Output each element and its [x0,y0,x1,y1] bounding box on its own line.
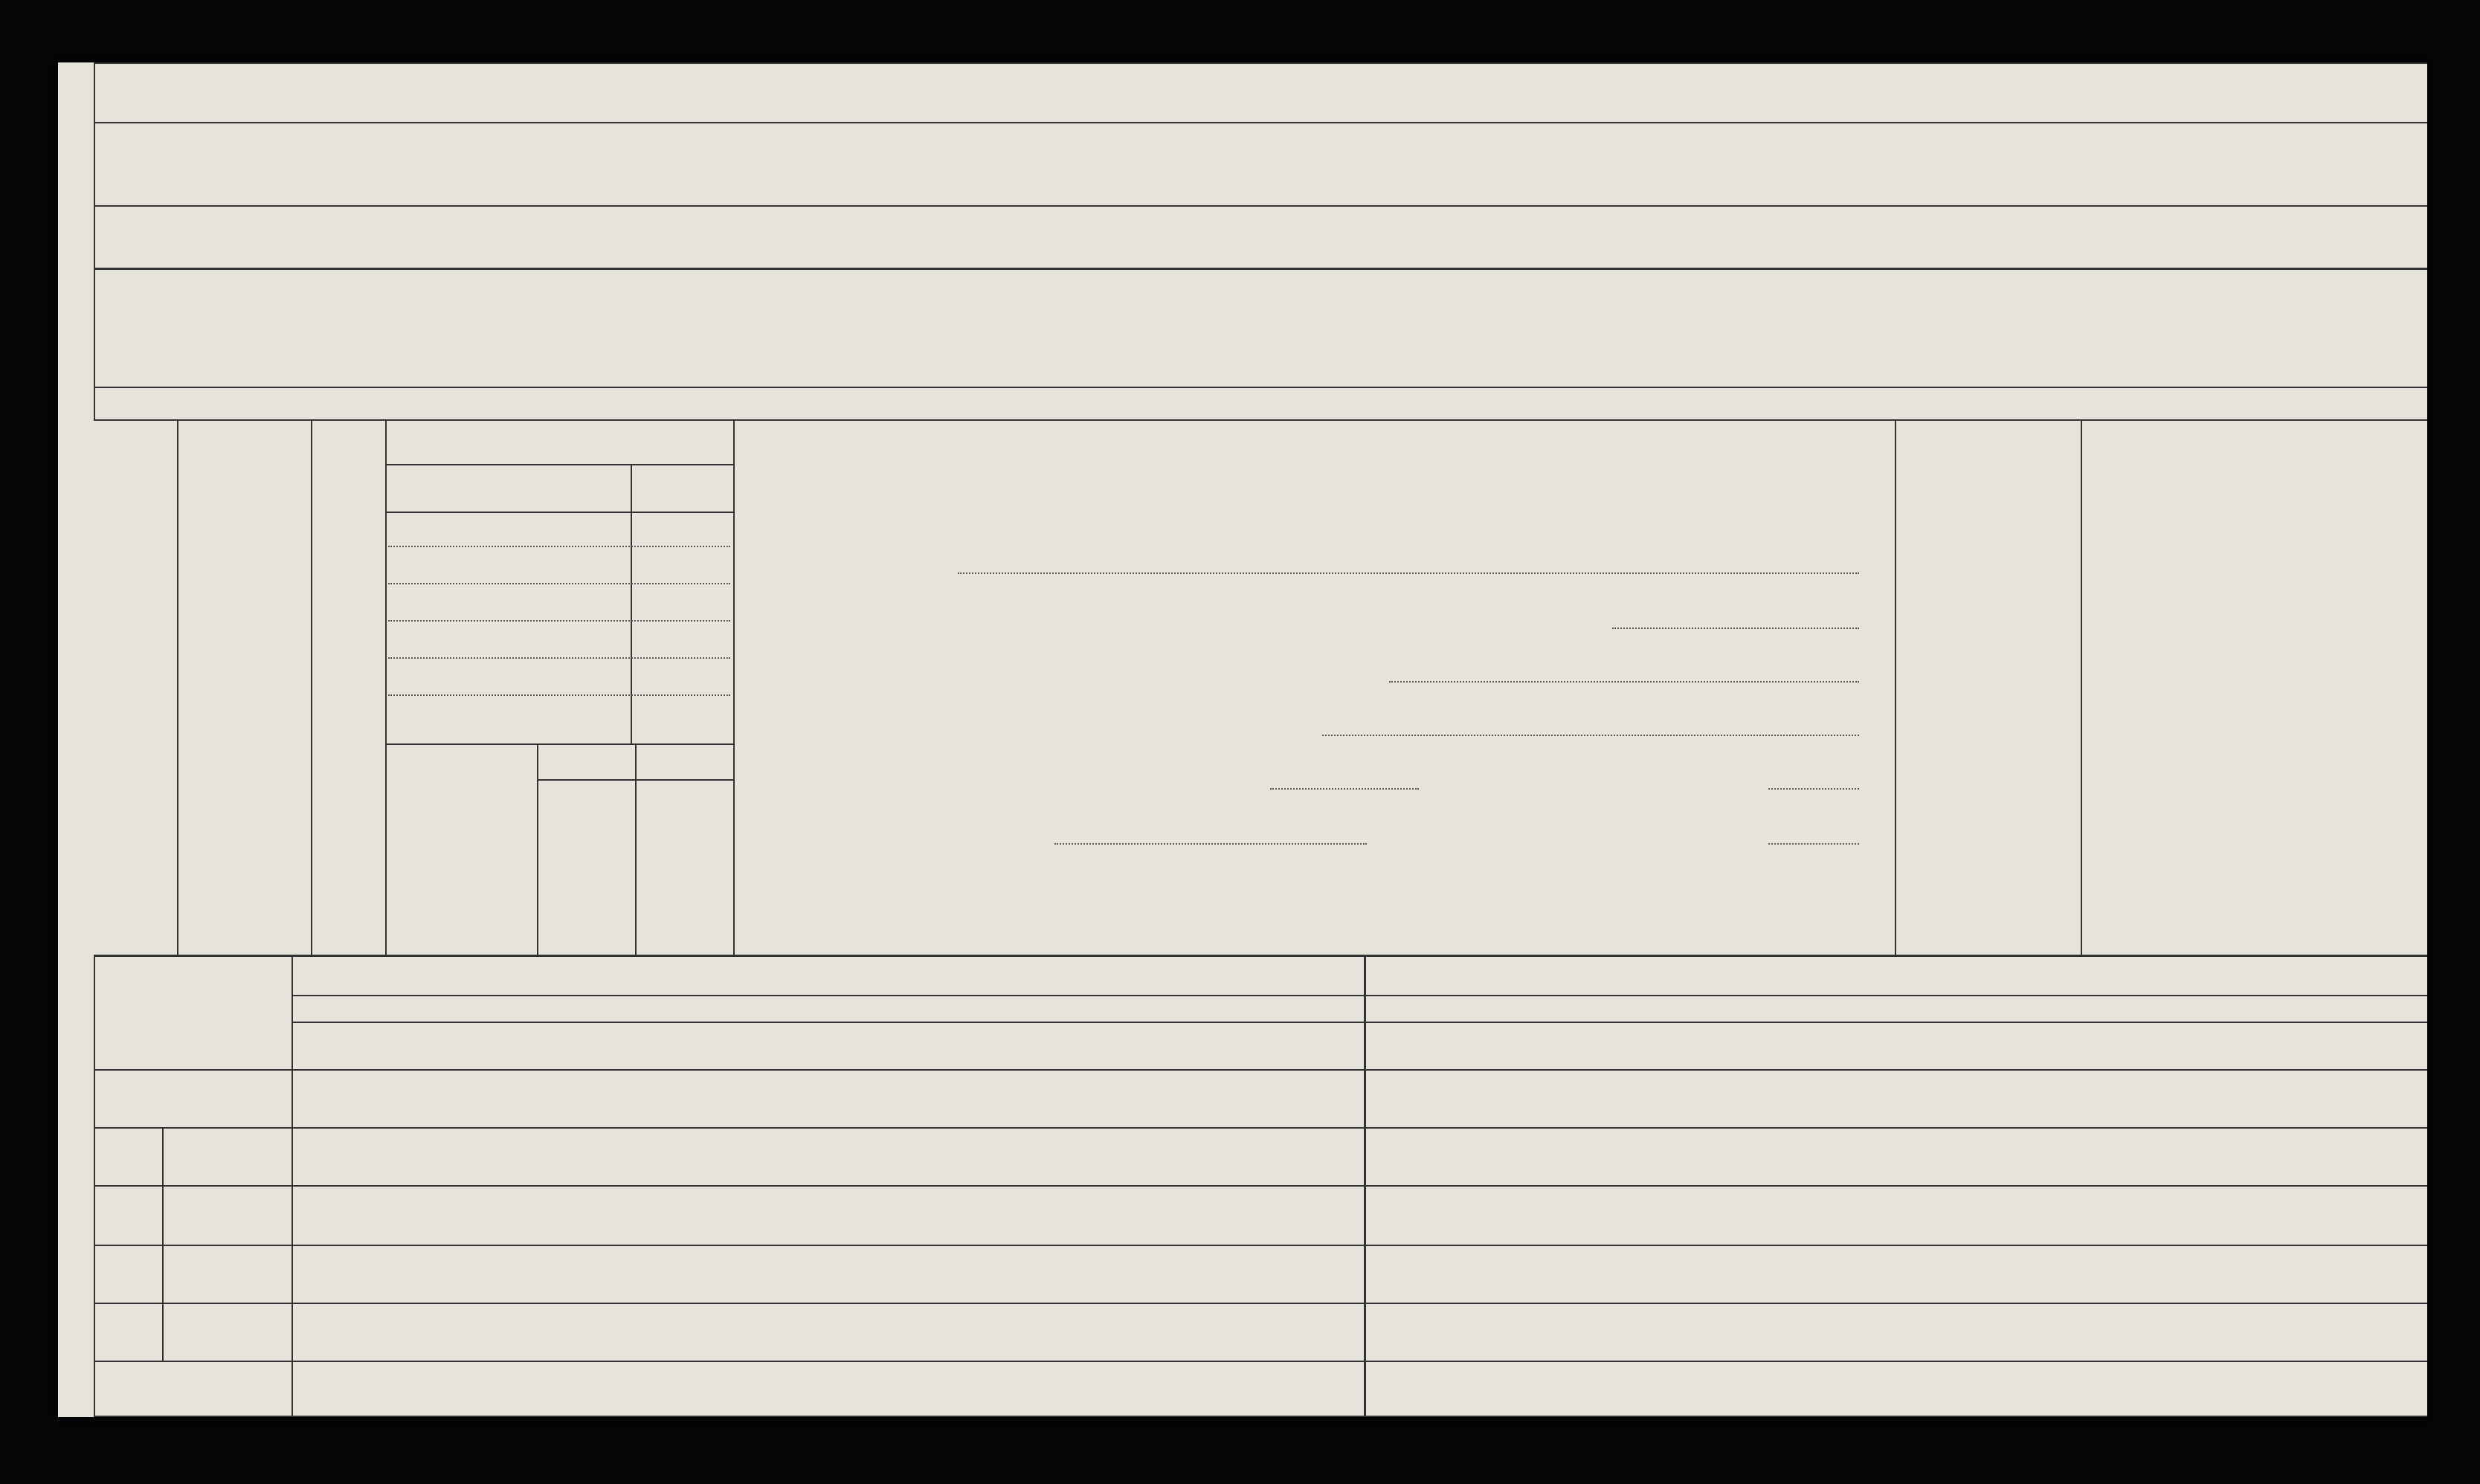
vne-label [94,1251,161,1361]
workers-question [332,479,391,836]
nadel-label [101,1133,131,1245]
census-card [58,62,2427,1417]
population-title [1905,479,1935,895]
